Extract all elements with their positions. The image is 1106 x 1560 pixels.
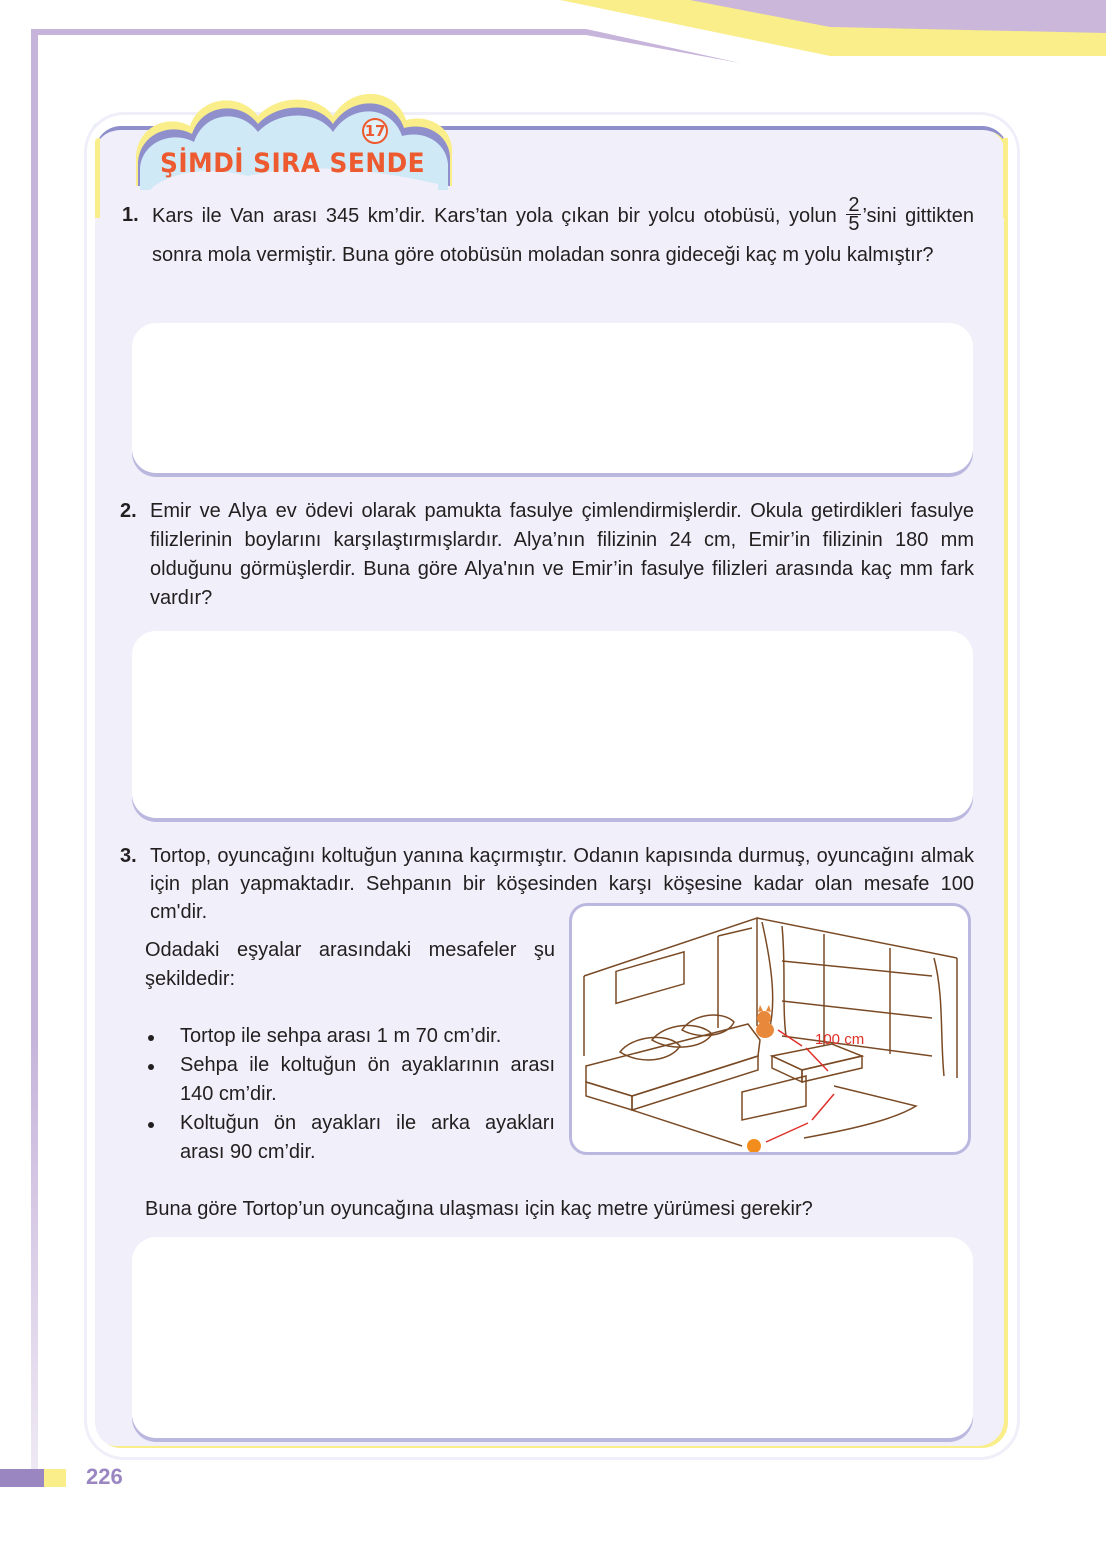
fraction	[846, 194, 861, 236]
room-illustration	[569, 903, 971, 1155]
question-text	[152, 194, 975, 275]
question-number: 2.	[120, 500, 137, 522]
frame-left-line	[31, 29, 38, 1469]
top-decoration	[0, 0, 1106, 70]
question-number: 1.	[122, 204, 139, 226]
card-accent-left	[95, 138, 100, 218]
question-text: Emir ve Alya ev ödevi olarak pamukta fasulye çimlendirmişlerdir. Okula getirdikleri fasulye filizlerinin boylarını karşılaştırmışlardır. Alya’nın filizinin 24 cm, Emir’in filizinin 180 mm olduğunu görmüşlerdir. Buna göre Alya'nın ve Emir’in fasulye filizleri arasında kaç mm fark vardır?	[150, 500, 974, 609]
list-item: Koltuğun ön ayakları ile arka ayakları arası 90 cm’dir.	[145, 1109, 555, 1167]
question-3-prompt: Buna göre Tortop’un oyuncağına ulaşması için kaç metre yürümesi gerekir?	[145, 1198, 813, 1220]
answer-box-2[interactable]	[132, 631, 973, 818]
question-text-part: Kars ile Van arası 345 km’dir. Kars’tan yola çıkan bir yolcu otobüsü, yolun	[152, 205, 846, 227]
fraction-denominator: 5	[848, 213, 860, 236]
cloud-icon	[128, 86, 458, 196]
distance-list	[145, 1022, 555, 1167]
question-2	[120, 497, 974, 613]
list-item: Tortop ile sehpa arası 1 m 70 cm’dir.	[145, 1022, 555, 1051]
distance-intro: Odadaki eşyalar arasındaki mesafeler şu şekildedir:	[145, 939, 555, 990]
list-item: Sehpa ile koltuğun ön ayaklarının arası 140 cm’dir.	[145, 1051, 555, 1109]
section-title: ŞİMDİ SIRA SENDE	[160, 148, 426, 179]
ball-icon	[747, 1139, 761, 1153]
question-number: 3.	[120, 845, 137, 867]
fraction-numerator: 2	[848, 194, 860, 217]
question-text-part: ’sini gittikten sonra mola vermiştir. Buna göre otobüsün moladan sonra gideceği kaç m yolu kalmıştır?	[152, 205, 975, 266]
footer-purple-bar	[0, 1469, 44, 1487]
answer-box-3[interactable]	[132, 1237, 973, 1438]
answer-box-1[interactable]	[132, 323, 973, 473]
page-number: 226	[86, 1464, 123, 1489]
footer-yellow-bar	[44, 1469, 66, 1487]
question-text-part: Tortop, oyuncağını koltuğun yanına kaçırmıştır. Odanın kapısında durmuş, oyuncağını almak için plan yapmaktadır. Sehpanın bir köşesinden karşı köşesine kadar olan mesafe 100 cm'dir.	[150, 845, 974, 923]
card-accent-right	[1003, 138, 1008, 218]
distance-label: 100 cm	[815, 1031, 865, 1048]
frame-top-line	[31, 29, 586, 35]
room-drawing-icon	[572, 906, 971, 1155]
question-1	[122, 194, 975, 275]
exercise-number-badge: 17	[362, 118, 388, 144]
